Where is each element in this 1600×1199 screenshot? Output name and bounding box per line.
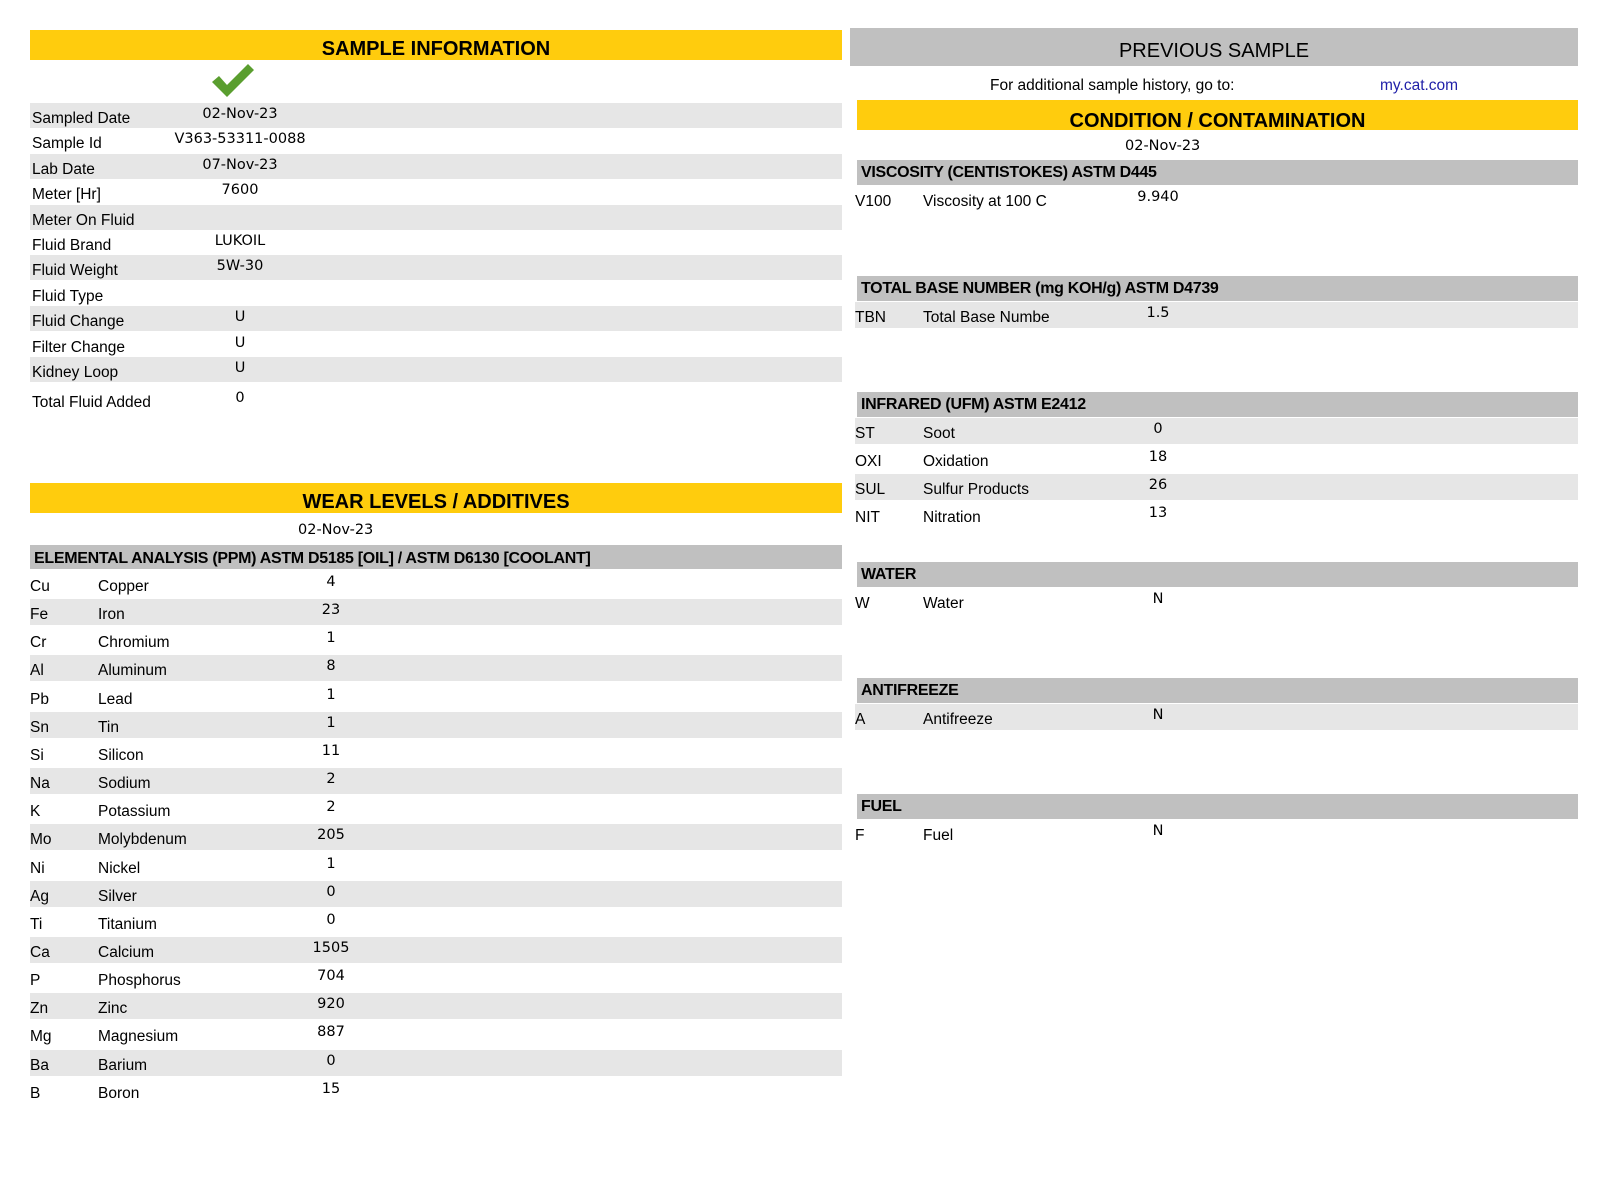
condition-code: TBN	[855, 309, 886, 326]
element-value: 0	[326, 911, 336, 928]
condition-name: Oxidation	[923, 453, 989, 470]
element-row	[30, 909, 842, 935]
condition-section-header	[857, 562, 1578, 587]
sample-info-value: 0	[235, 390, 245, 407]
element-row	[30, 627, 842, 653]
element-row	[30, 1050, 842, 1076]
sample-info-row	[30, 387, 842, 412]
element-row	[30, 1021, 842, 1047]
element-code: Cr	[30, 634, 47, 652]
element-row	[30, 655, 842, 681]
condition-code: V100	[855, 193, 892, 210]
condition-value: 0	[1153, 421, 1163, 437]
sample-info-label: Fluid Weight	[32, 262, 118, 280]
element-code: Mo	[30, 831, 52, 849]
element-row	[30, 824, 842, 850]
sample-info-label: Meter On Fluid	[32, 211, 135, 229]
element-code: Cu	[30, 578, 50, 595]
condition-code: W	[855, 595, 870, 612]
condition-section-header	[857, 794, 1578, 819]
previous-sample-header	[850, 28, 1578, 66]
element-name: Phosphorus	[98, 972, 181, 990]
condition-date: 02-Nov-23	[1125, 138, 1201, 154]
element-name: Lead	[98, 690, 133, 708]
element-value: 2	[326, 799, 336, 816]
element-row	[30, 937, 842, 963]
element-code: Ag	[30, 887, 49, 905]
sample-info-row	[30, 103, 842, 128]
condition-row	[855, 704, 1578, 730]
condition-value: N	[1152, 707, 1164, 723]
element-name: Iron	[98, 606, 125, 624]
condition-section-header	[857, 160, 1578, 185]
sample-info-label: Fluid Type	[32, 287, 104, 305]
sample-info-value: 07-Nov-23	[202, 156, 278, 173]
condition-name: Water	[923, 595, 964, 612]
element-value: 11	[321, 742, 341, 759]
condition-value: 9.940	[1137, 189, 1179, 205]
sample-information-header	[30, 30, 842, 60]
element-name: Nickel	[98, 859, 141, 877]
element-name: Potassium	[98, 803, 171, 821]
sample-info-label: Fluid Brand	[32, 237, 112, 254]
sample-info-value: U	[234, 360, 246, 376]
sample-information-title: SAMPLE INFORMATION	[321, 38, 551, 60]
element-code: Na	[30, 775, 50, 793]
elemental-analysis-title: ELEMENTAL ANALYSIS (PPM) ASTM D5185 [OIL] / ASTM D6130 [COOLANT]	[34, 550, 591, 567]
element-value: 887	[317, 1024, 345, 1041]
sample-info-row	[30, 357, 842, 382]
condition-section-title: VISCOSITY (CENTISTOKES) ASTM D445	[861, 164, 1157, 181]
element-code: Pb	[30, 690, 49, 708]
condition-name: Antifreeze	[923, 711, 993, 728]
sample-info-value: 02-Nov-23	[202, 106, 278, 122]
element-name: Silver	[98, 887, 137, 905]
element-name: Calcium	[98, 943, 154, 961]
sample-info-row	[30, 281, 842, 306]
element-code: Ca	[30, 943, 50, 961]
element-row	[30, 740, 842, 766]
previous-sample-title: PREVIOUS SAMPLE	[1118, 40, 1310, 62]
condition-code: ST	[855, 425, 875, 442]
element-value: 1	[326, 714, 336, 731]
condition-section-title: ANTIFREEZE	[861, 682, 959, 699]
condition-code: A	[855, 711, 866, 728]
sample-info-value: U	[234, 309, 246, 326]
sample-info-label: Lab Date	[32, 160, 95, 178]
element-name: Silicon	[98, 746, 144, 764]
condition-value: N	[1152, 823, 1164, 839]
element-code: Mg	[30, 1028, 52, 1046]
condition-row	[855, 820, 1578, 846]
element-name: Boron	[98, 1084, 140, 1102]
wear-levels-title: WEAR LEVELS / ADDITIVES	[302, 491, 570, 513]
element-code: Ti	[30, 915, 43, 933]
condition-section-title: FUEL	[861, 798, 902, 815]
sample-info-label: Meter [Hr]	[32, 186, 101, 204]
condition-section-header	[857, 678, 1578, 703]
elemental-analysis-header	[30, 545, 842, 569]
element-name: Molybdenum	[98, 831, 187, 849]
element-name: Copper	[98, 578, 149, 595]
condition-row	[855, 302, 1578, 328]
sample-info-row	[30, 332, 842, 357]
condition-value: N	[1152, 591, 1164, 607]
element-code: B	[30, 1084, 41, 1102]
condition-name: Total Base Numbe	[923, 309, 1050, 326]
element-row	[30, 768, 842, 794]
condition-section-title: INFRARED (UFM) ASTM E2412	[861, 396, 1086, 413]
element-name: Magnesium	[98, 1028, 179, 1046]
element-value: 1	[326, 686, 336, 703]
element-row	[30, 881, 842, 907]
condition-value: 26	[1148, 477, 1168, 493]
sample-info-label: Fluid Change	[32, 313, 125, 331]
wear-levels-header	[30, 483, 842, 513]
element-row	[30, 853, 842, 879]
element-row	[30, 712, 842, 738]
element-name: Titanium	[98, 915, 157, 933]
element-name: Tin	[98, 718, 119, 736]
condition-row	[855, 474, 1578, 500]
sample-info-row	[30, 205, 842, 230]
condition-code: OXI	[855, 453, 882, 470]
element-code: Ba	[30, 1056, 49, 1074]
element-row	[30, 684, 842, 710]
element-row	[30, 1078, 842, 1104]
element-value: 8	[326, 658, 336, 675]
element-value: 4	[326, 574, 336, 590]
sample-info-row	[30, 154, 842, 179]
sample-info-label: Kidney Loop	[32, 364, 119, 381]
element-value: 15	[321, 1080, 341, 1097]
element-value: 23	[321, 602, 341, 619]
condition-row	[855, 418, 1578, 444]
sample-history-text: For additional sample history, go to:	[990, 77, 1235, 94]
sample-info-row	[30, 128, 842, 153]
element-code: Zn	[30, 1000, 49, 1018]
element-value: 0	[326, 1052, 336, 1069]
my-cat-link[interactable]: my.cat.com	[1380, 77, 1459, 94]
condition-header	[857, 100, 1578, 130]
sample-info-label: Sample Id	[32, 135, 102, 153]
sample-info-row	[30, 306, 842, 331]
element-code: Sn	[30, 718, 49, 736]
element-code: K	[30, 803, 41, 821]
element-name: Aluminum	[98, 662, 167, 680]
element-value: 0	[326, 883, 336, 900]
element-value: 1	[326, 855, 336, 872]
element-value: 920	[317, 996, 345, 1013]
element-row	[30, 796, 842, 822]
element-name: Barium	[98, 1056, 148, 1074]
element-row	[30, 599, 842, 625]
sample-info-value: U	[234, 334, 246, 351]
condition-code: F	[855, 827, 865, 844]
sample-info-row	[30, 179, 842, 204]
element-code: Ni	[30, 859, 45, 877]
element-name: Sodium	[98, 775, 151, 793]
element-value: 205	[317, 827, 345, 844]
sample-info-label: Filter Change	[32, 338, 126, 356]
condition-row	[855, 502, 1578, 528]
sample-info-value: 5W-30	[216, 258, 264, 275]
condition-value: 13	[1148, 505, 1168, 521]
checkmark-icon	[210, 62, 256, 100]
sample-info-label: Total Fluid Added	[32, 394, 151, 412]
condition-row	[855, 588, 1578, 614]
sample-info-value: 7600	[221, 182, 259, 199]
element-code: Al	[30, 662, 44, 680]
wear-levels-date: 02-Nov-23	[298, 522, 374, 538]
condition-section-header	[857, 392, 1578, 417]
element-row	[30, 571, 842, 597]
sample-info-row	[30, 230, 842, 255]
condition-name: Viscosity at 100 C	[923, 193, 1047, 210]
condition-name: Sulfur Products	[923, 481, 1029, 498]
sample-info-label: Sampled Date	[32, 110, 131, 127]
condition-section-header	[857, 276, 1578, 301]
element-name: Chromium	[98, 634, 170, 652]
element-code: P	[30, 972, 41, 990]
sample-info-row	[30, 255, 842, 280]
element-value: 704	[317, 968, 345, 985]
sample-info-value: V363-53311-0088	[174, 131, 306, 148]
element-value: 1	[326, 630, 336, 647]
condition-value: 18	[1148, 449, 1168, 465]
element-name: Zinc	[98, 1000, 128, 1018]
condition-code: NIT	[855, 509, 880, 526]
element-row	[30, 993, 842, 1019]
element-row	[30, 965, 842, 991]
element-value: 2	[326, 771, 336, 788]
condition-value: 1.5	[1146, 305, 1170, 321]
element-code: Si	[30, 746, 44, 764]
element-value: 1505	[312, 939, 350, 956]
condition-row	[855, 446, 1578, 472]
condition-section-title: TOTAL BASE NUMBER (mg KOH/g) ASTM D4739	[861, 280, 1219, 297]
condition-name: Fuel	[923, 827, 954, 844]
condition-section-title: WATER	[861, 566, 917, 583]
condition-row	[855, 186, 1578, 212]
condition-name: Nitration	[923, 509, 981, 526]
element-code: Fe	[30, 606, 49, 624]
condition-code: SUL	[855, 481, 886, 498]
condition-title: CONDITION / CONTAMINATION	[1069, 110, 1366, 132]
sample-info-value: LUKOIL	[214, 233, 266, 249]
condition-name: Soot	[923, 425, 955, 442]
